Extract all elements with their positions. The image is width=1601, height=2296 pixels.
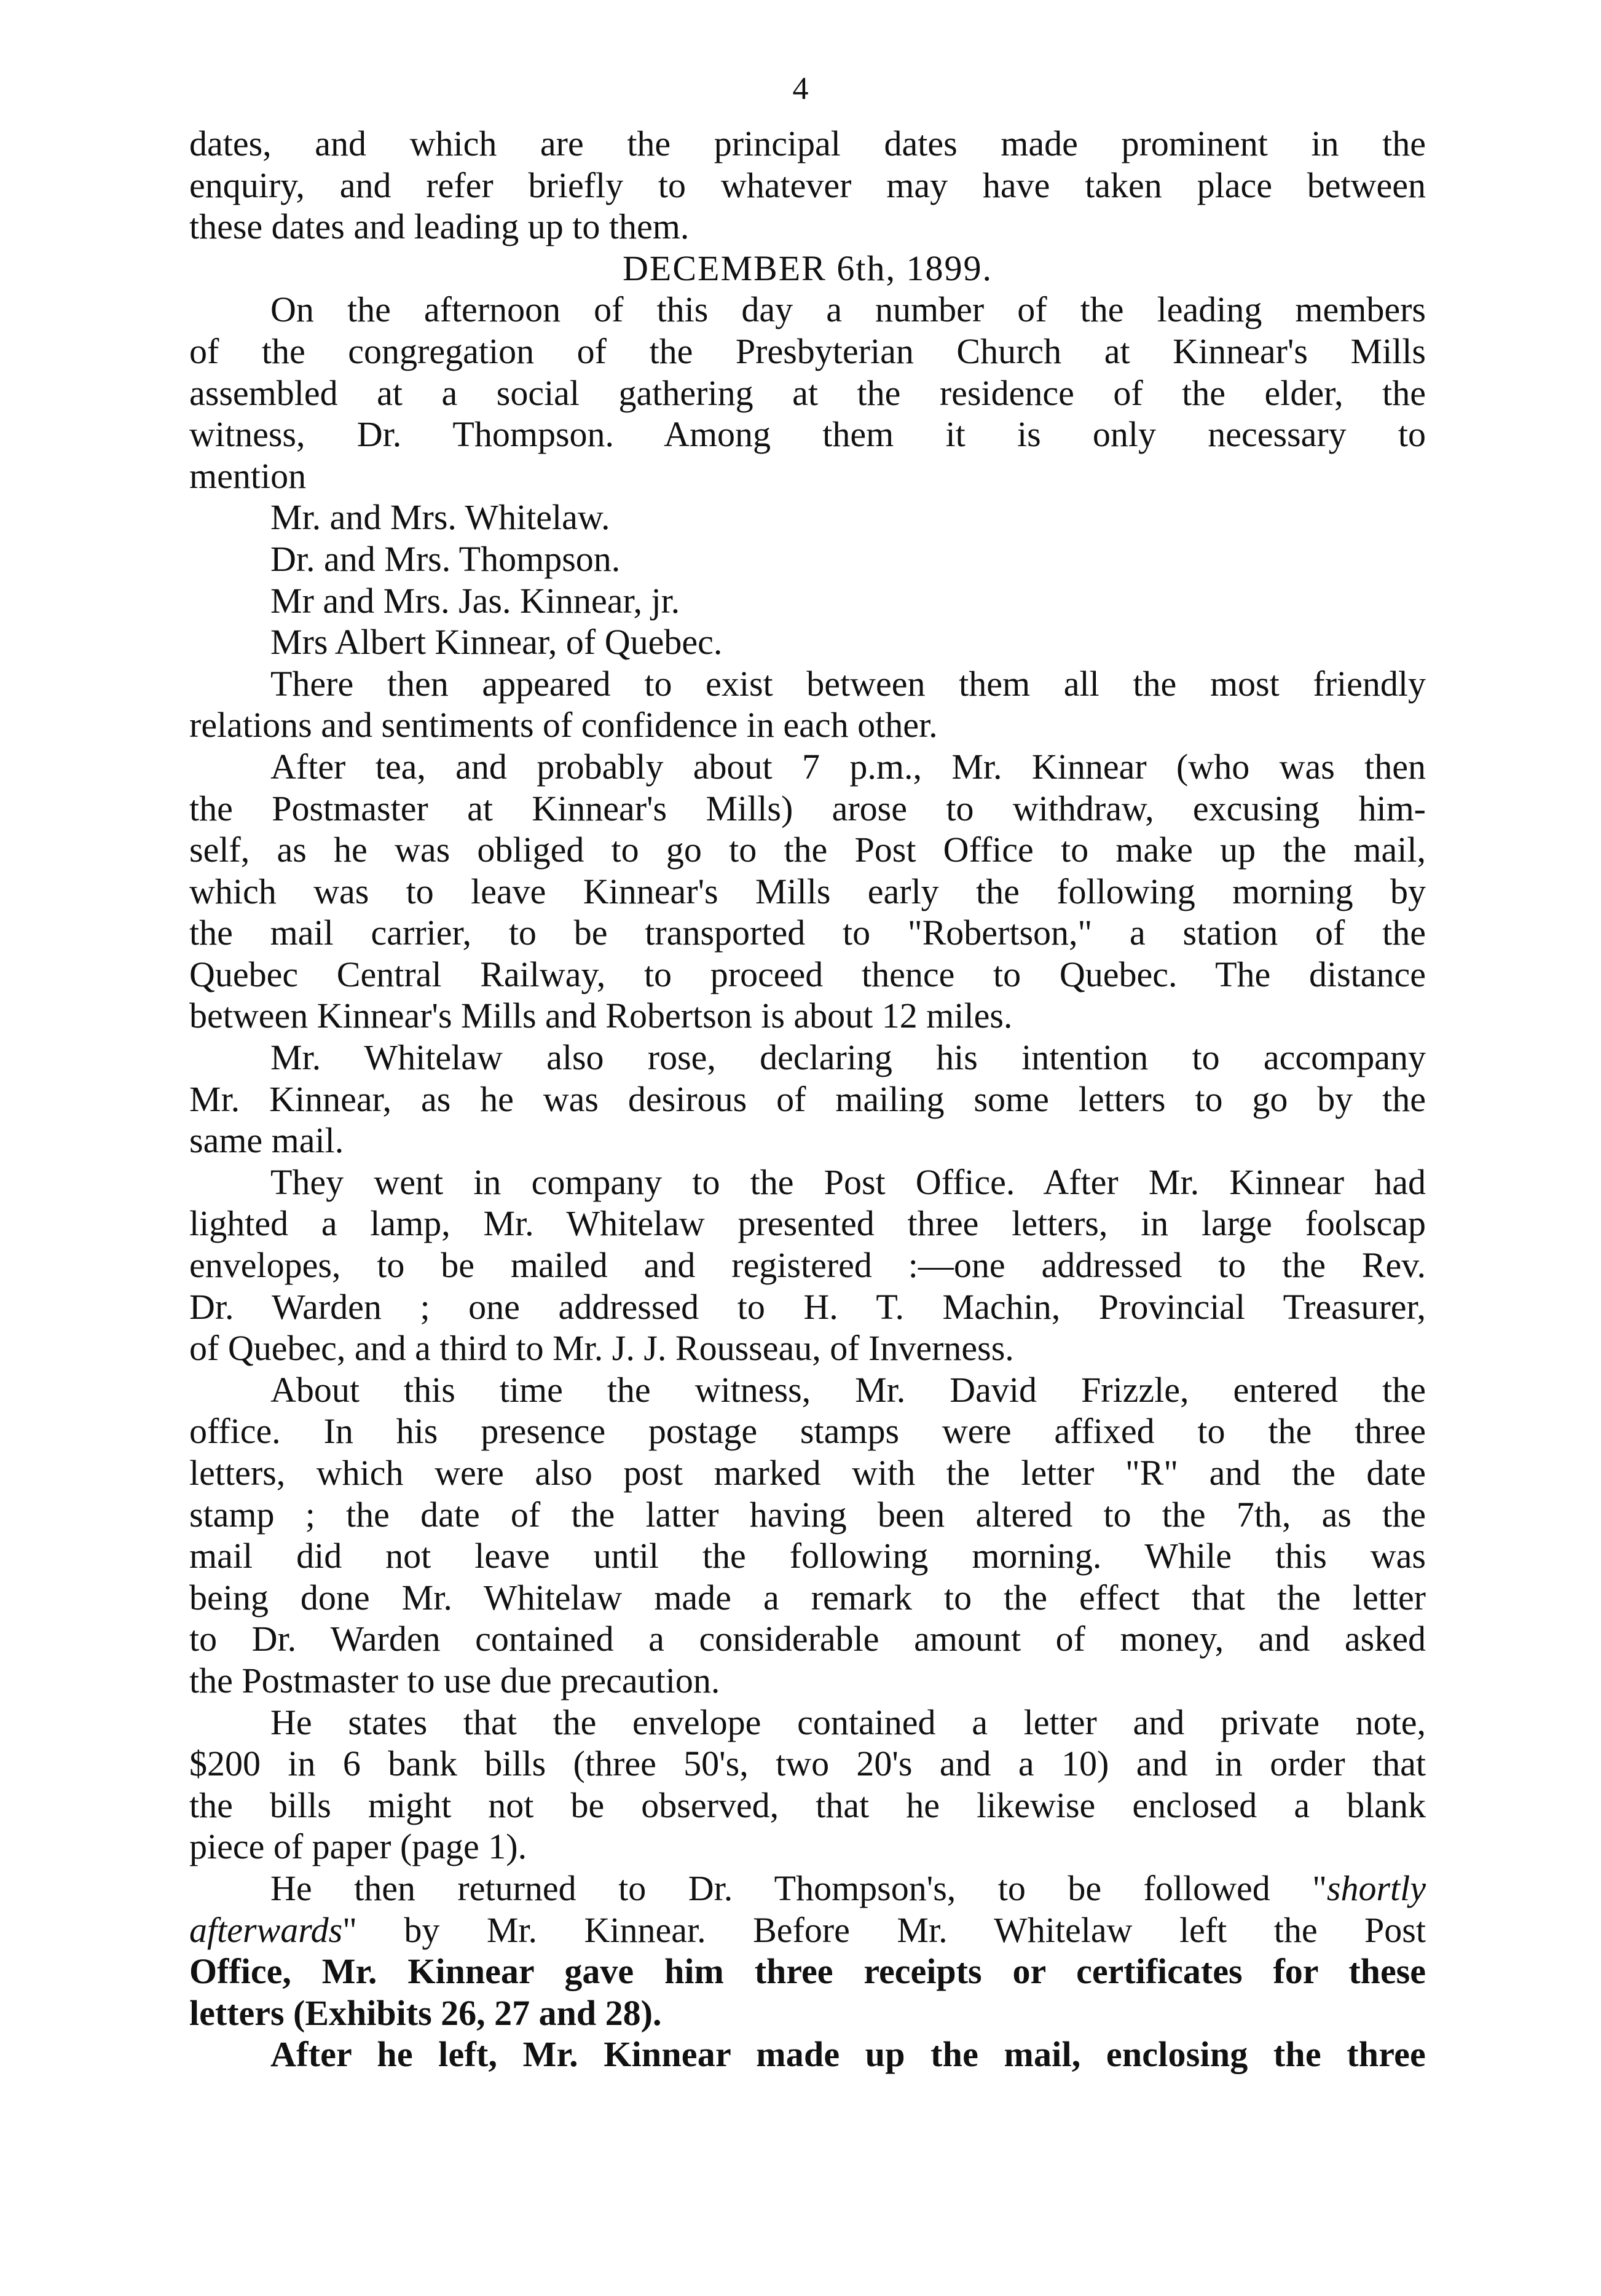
paragraph-line: these dates and leading up to them. bbox=[189, 206, 690, 247]
paragraph-line: assembled at a social gathering at the residence of the elder, the bbox=[189, 372, 1426, 413]
paragraph-line: relations and sentiments of confidence in each other. bbox=[189, 705, 938, 745]
paragraph-line: the Postmaster at Kinnear's Mills) arose to withdraw, excusing him- bbox=[189, 788, 1426, 828]
paragraph-line: Office, Mr. Kinnear gave him three receipts or certificates for these bbox=[189, 1951, 1426, 1992]
paragraph-line-with-italic bbox=[189, 1909, 1426, 1951]
text-run: He then returned to Dr. Thompson's, to be followed bbox=[270, 1868, 1270, 1908]
section-heading: DECEMBER 6th, 1899. bbox=[623, 248, 993, 288]
paragraph-line: $200 in 6 bank bills (three 50's, two 20's and a 10) and in order that bbox=[189, 1744, 1426, 1784]
body-text bbox=[189, 123, 1426, 2075]
attendee-line: Dr. and Mrs. Thompson. bbox=[270, 538, 621, 579]
paragraph-line: between Kinnear's Mills and Robertson is about 12 miles. bbox=[189, 996, 1013, 1036]
paragraph-line: Mr. Kinnear, as he was desirous of mailing some letters to go by the bbox=[189, 1079, 1426, 1119]
paragraph-line: dates, and which are the principal dates made prominent in the bbox=[189, 124, 1426, 163]
attendee-line: Mrs Albert Kinnear, of Quebec. bbox=[270, 622, 723, 662]
paragraph-line-with-italic: He then returned to Dr. Thompson's, to be followed "shortly bbox=[270, 1868, 1426, 1908]
paragraph-line: There then appeared to exist between them all the most friendly bbox=[270, 663, 1426, 704]
paragraph-line: same mail. bbox=[189, 1120, 344, 1161]
paragraph-line: They went in company to the Post Office. After Mr. Kinnear had bbox=[270, 1162, 1426, 1202]
paragraph-line: lighted a lamp, Mr. Whitelaw presented three letters, in large foolscap bbox=[189, 1203, 1426, 1244]
paragraph-line: Quebec Central Railway, to proceed thence to Quebec. The distance bbox=[189, 954, 1426, 994]
paragraph-line: letters, which were also post marked with the letter "R" and the date bbox=[189, 1453, 1426, 1493]
paragraph-line: After tea, and probably about 7 p.m., Mr. Kinnear (who was then bbox=[270, 746, 1426, 787]
paragraph-line: the Postmaster to use due precaution. bbox=[189, 1660, 720, 1700]
attendee-line: Mr. and Mrs. Whitelaw. bbox=[270, 497, 610, 538]
paragraph-line: enquiry, and refer briefly to whatever may have taken place between bbox=[189, 165, 1426, 205]
paragraph-line: About this time the witness, Mr. David Frizzle, entered the bbox=[270, 1369, 1426, 1410]
paragraph-line: mail did not leave until the following morning. While this was bbox=[189, 1536, 1426, 1576]
paragraph-line: to Dr. Warden contained a considerable amount of money, and asked bbox=[189, 1619, 1426, 1659]
paragraph-line: self, as he was obliged to go to the Post Office to make up the mail, bbox=[189, 830, 1426, 870]
paragraph-line: Mr. Whitelaw also rose, declaring his intention to accompany bbox=[270, 1037, 1426, 1078]
paragraph-line: letters (Exhibits 26, 27 and 28). bbox=[189, 1992, 662, 2033]
paragraph-line: being done Mr. Whitelaw made a remark to the effect that the letter bbox=[189, 1577, 1426, 1618]
paragraph-line: envelopes, to be mailed and registered :—one addressed to the Rev. bbox=[189, 1245, 1426, 1286]
paragraph-line: of the congregation of the Presbyterian Church at Kinnear's Mills bbox=[189, 331, 1426, 371]
page-number: 4 bbox=[792, 71, 809, 106]
paragraph-line: the mail carrier, to be transported to "Robertson," a station of the bbox=[189, 913, 1426, 953]
paragraph-line: Dr. Warden ; one addressed to H. T. Machin, Provincial Treasurer, bbox=[189, 1286, 1426, 1327]
attendee-line: Mr and Mrs. Jas. Kinnear, jr. bbox=[270, 580, 680, 621]
paragraph-line: He states that the envelope contained a letter and private note, bbox=[270, 1702, 1426, 1742]
paragraph-line: After he left, Mr. Kinnear made up the mail, enclosing the three bbox=[270, 2034, 1426, 2075]
italic-run: shortly bbox=[1326, 1868, 1426, 1908]
text-run: " by Mr. Kinnear. Before Mr. Whitelaw left the Post bbox=[342, 1909, 1426, 1950]
paragraph-line: mention bbox=[189, 455, 307, 496]
paragraph-line: of Quebec, and a third to Mr. J. J. Rousseau, of Inverness. bbox=[189, 1328, 1014, 1369]
italic-run: afterwards bbox=[189, 1909, 343, 1950]
paragraph-line: office. In his presence postage stamps were affixed to the three bbox=[189, 1411, 1426, 1452]
paragraph-line: which was to leave Kinnear's Mills early the following morning by bbox=[189, 871, 1426, 911]
paragraph-line: witness, Dr. Thompson. Among them it is only necessary to bbox=[189, 414, 1426, 455]
paragraph-line: the bills might not be observed, that he likewise enclosed a blank bbox=[189, 1785, 1426, 1825]
paragraph-line: stamp ; the date of the latter having been altered to the 7th, as the bbox=[189, 1494, 1426, 1535]
paragraph-line: On the afternoon of this day a number of the leading members bbox=[270, 289, 1426, 330]
paragraph-line: piece of paper (page 1). bbox=[189, 1826, 527, 1867]
